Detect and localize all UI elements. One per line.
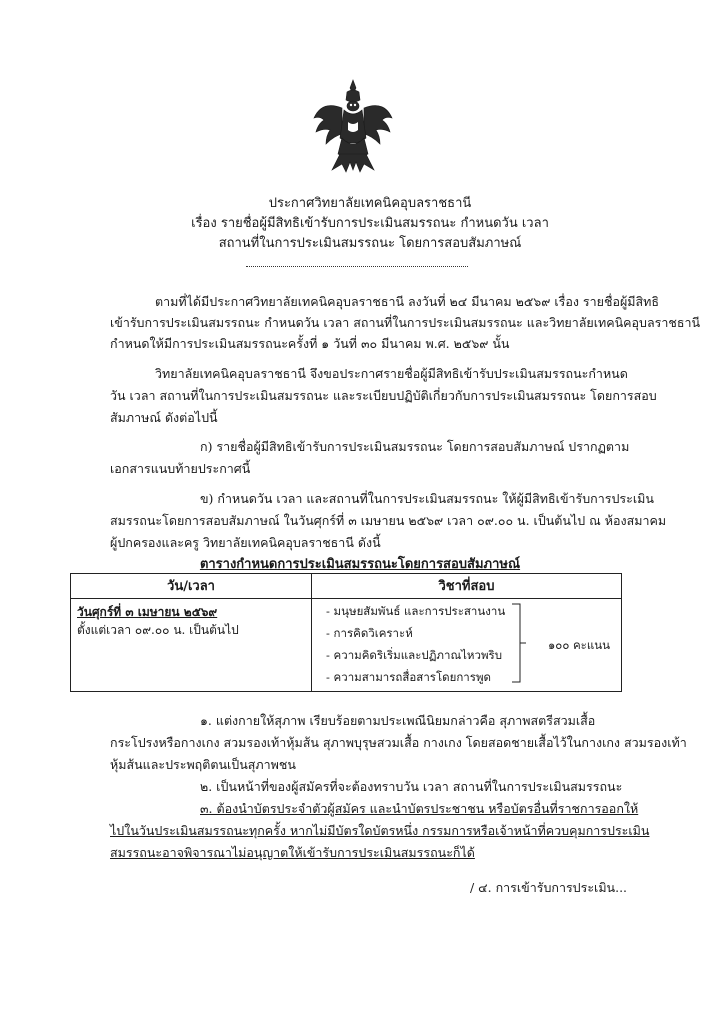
header-divider: [246, 266, 468, 267]
table-header-row: [71, 574, 622, 599]
col-subject-header: วิชาที่สอบ: [312, 574, 622, 599]
schedule-table-caption: ตารางกำหนดการประเมินสมรรถนะโดยการสอบสัมภาษณ์: [199, 557, 521, 572]
table-row: [71, 599, 622, 692]
total-score: ๑๐๐ คะแนน: [548, 638, 610, 652]
paragraph-2-line: วิทยาลัยเทคนิคอุบลราชธานี จึงขอประกาศรายชื่อผู้มีสิทธิเข้ารับประเมินสมรรถนะกำหนด: [155, 366, 628, 381]
paragraph-1-line: กำหนดให้มีการประเมินสมรรถนะครั้งที่ ๑ วันที่ ๓๐ มีนาคม พ.ศ. ๒๕๖๙ นั้น: [110, 336, 510, 351]
exam-time: ตั้งแต่เวลา ๐๙.๐๐ น. เป็นต้นไป: [77, 623, 239, 637]
item-b-line: สมรรถนะโดยการสอบสัมภาษณ์ ในวันศุกร์ที่ ๓ เมษายน ๒๕๖๙ เวลา ๐๙.๐๐ น. เป็นต้นไป ณ ห้องสมาคม: [110, 513, 667, 528]
exam-date: วันศุกร์ที่ ๓ เมษายน ๒๕๖๙: [77, 605, 218, 619]
subject-item: - การคิดวิเคราะห์: [326, 626, 413, 640]
garuda-emblem-icon: [312, 78, 394, 174]
rule-2-line: ๒. เป็นหน้าที่ของผู้สมัครที่จะต้องทราบวัน เวลา สถานที่ในการประเมินสมรรถนะ: [200, 779, 623, 794]
subject-item: - ความสามารถสื่อสารโดยการพูด: [326, 670, 491, 684]
rule-3-line: ๓. ต้องนำบัตรประจำตัวผู้สมัคร และนำบัตรประชาชน หรือบัตรอื่นที่ราชการออกให้: [200, 801, 639, 816]
rule-1-line: กระโปรงหรือกางเกง สวมรองเท้าหุ้มส้น สุภาพบุรุษสวมเสื้อ กางเกง โดยสอดชายเสื้อไว้ในกางเกง สวมรองเท้า: [110, 735, 687, 750]
rule-3-line: สมรรถนะอาจพิจารณาไม่อนุญาตให้เข้ารับการประเมินสมรรถนะก็ได้: [110, 845, 475, 860]
subject-item: - มนุษยสัมพันธ์ และการประสานงาน: [326, 604, 506, 618]
subject-item: - ความคิดริเริ่มและปฏิภาณไหวพริบ: [326, 648, 502, 662]
rule-3-line: ไปในวันประเมินสมรรถนะทุกครั้ง หากไม่มีบัตรใดบัตรหนึ่ง กรรมการหรือเจ้าหน้าที่ควบคุมการประเมิน: [110, 823, 650, 838]
paragraph-2-line: สัมภาษณ์ ดังต่อไปนี้: [110, 410, 218, 425]
rule-1-line: ๑. แต่งกายให้สุภาพ เรียบร้อยตามประเพณีนิยมกล่าวคือ สุภาพสตรีสวมเสื้อ: [200, 713, 596, 728]
subjects-cell: [312, 599, 622, 692]
announcement-title: ประกาศวิทยาลัยเทคนิคอุบลราชธานี: [268, 196, 472, 211]
item-b-line: ผู้ปกครองและครู วิทยาลัยเทคนิคอุบลราชธานี ดังนี้: [110, 535, 381, 550]
paragraph-1-line: ตามที่ได้มีประกาศวิทยาลัยเทคนิคอุบลราชธานี ลงวันที่ ๒๔ มีนาคม ๒๕๖๙ เรื่อง รายชื่อผู้มีสิทธิ: [155, 294, 660, 309]
schedule-table: [70, 573, 622, 692]
rule-1-line: หุ้มส้นและประพฤติตนเป็นสุภาพชน: [110, 757, 296, 772]
col-date-time-header: วัน/เวลา: [71, 574, 312, 599]
item-b-line: ข) กำหนดวัน เวลา และสถานที่ในการประเมินสมรรถนะ ให้ผู้มีสิทธิเข้ารับการประเมิน: [200, 491, 654, 506]
paragraph-1-line: เข้ารับการประเมินสมรรถนะ กำหนดวัน เวลา สถานที่ในการประเมินสมรรถนะ และวิทยาลัยเทคนิคอุบลราชธานี: [110, 315, 701, 330]
bracket-icon: [512, 603, 526, 683]
announcement-subject: เรื่อง รายชื่อผู้มีสิทธิเข้ารับการประเมินสมรรถนะ กำหนดวัน เวลา: [191, 216, 549, 231]
continuation-note: / ๔. การเข้ารับการประเมิน...: [470, 880, 628, 895]
item-a-line: เอกสารแนบท้ายประกาศนี้: [110, 461, 251, 476]
paragraph-2-line: วัน เวลา สถานที่ในการประเมินสมรรถนะ และระเบียบปฏิบัติเกี่ยวกับการประเมินสมรรถนะ โดยการสอบ: [110, 388, 657, 403]
date-time-cell: [71, 599, 312, 692]
announcement-subject-cont: สถานที่ในการประเมินสมรรถนะ โดยการสอบสัมภาษณ์: [218, 236, 522, 251]
item-a-line: ก) รายชื่อผู้มีสิทธิเข้ารับการประเมินสมรรถนะ โดยการสอบสัมภาษณ์ ปรากฏตาม: [200, 439, 630, 454]
